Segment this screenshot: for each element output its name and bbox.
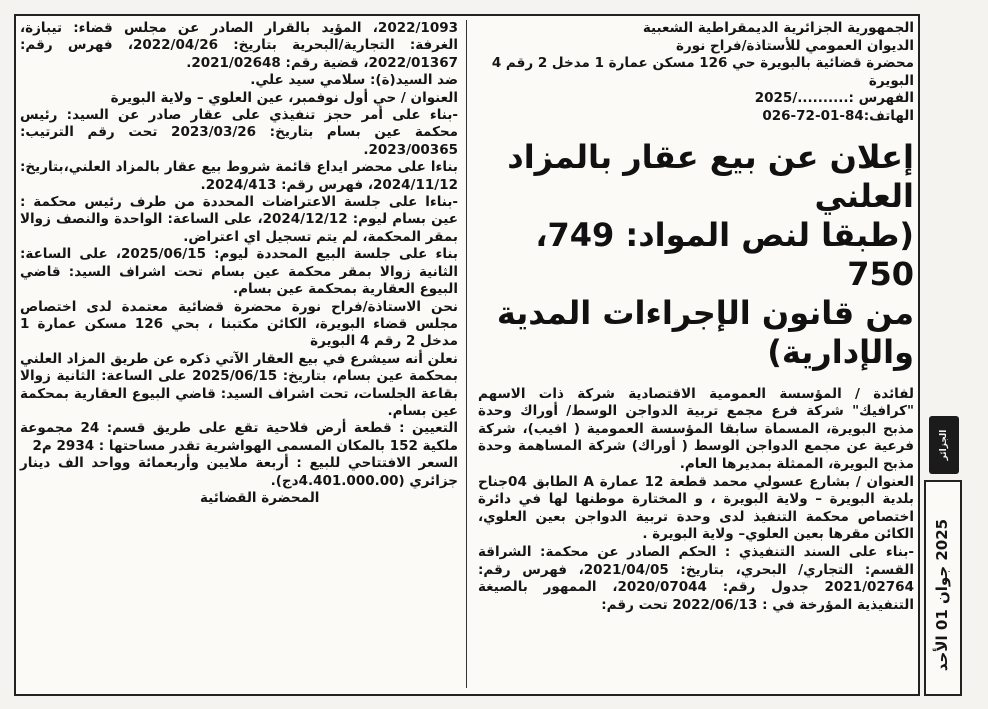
body-paragraph: -بناءا على جلسة الاعتراضات المحددة من طرف رئيس محكمة : عين بسام ليوم: 2024/12/12، على الساعة: الواحدة والنصف زوالا بمقر المحكمة، لم يتم تسجيل اي اعتراض. <box>20 194 459 245</box>
column-divider <box>466 20 467 688</box>
right-column <box>478 20 914 614</box>
header-line: الفهرس :........../2025 <box>754 90 914 107</box>
body-paragraph: العنوان / بشارع عسولي محمد قطعة 12 عمارة A الطابق 04جناح بلدية البويرة – ولاية البويرة ، و المختارة موطنها لها في دائرة اختصاص محكمة التنفيذ لدى وحدة تربية الدواجن بعين العلوي، الكائن مقرها بعين العلوي– ولاية البويرة . <box>478 473 915 543</box>
body-paragraph: لفائدة / المؤسسة العمومية الاقتصادية شركة ذات الاسهم "كرافيك" شركة فرع مجمع تربية الدواجن الوسط/ أوراك وحدة مذبح البويرة، المسماة سابقا المؤسسة العمومية ( افيب)، شركة فرعية عن مجمع الدواجن الوسط ( أوراك) شركة المساهمة وحدة مذبح البويرة، الممثلة بمديرها العام. <box>478 385 914 472</box>
publication-date: 2025 جوان 01 الأحد <box>933 518 951 672</box>
body-paragraph: بناء على جلسة البيع المحددة ليوم: 2025/06/15، على الساعة: الثانية زوالا بمقر محكمة عين بسام تحت اشراف السيد: قاضي البيوع العقارية بمحكمة عين بسام. <box>20 246 458 298</box>
header-line: الجمهورية الجزائرية الديمقراطية الشعبية <box>642 20 914 36</box>
signature: المحضرة القضائية <box>200 489 320 506</box>
body-paragraph: نعلن أنه سيشرع في بيع العقار الآتي ذكره عن طريق المزاد العلني بمحكمة عين بسام، بتاريخ: 2025/06/15 على الساعة: الثانية زوالا بقاعة الجلسات، تحت اشراف السيد: قاضي البيوع العقارية بمحكمة عين بسام. <box>20 350 459 419</box>
title-line: من قانون الإجراءات المدية <box>496 293 914 332</box>
left-column <box>20 20 458 507</box>
body-paragraph: التعيين : قطعة أرض فلاحية تقع على طريق قسم: 24 مجموعة ملكية 152 بالمكان المسمى الهواشرية تقدر مساحتها : 2934 م2 <box>20 420 458 454</box>
header-line: الهاتف:84-01-72-026 <box>762 107 914 124</box>
title-line: والإدارية) <box>767 332 914 371</box>
title-line: إعلان عن بيع عقار بالمزاد العلني <box>507 137 914 215</box>
body-paragraph: نحن الاستاذة/فراح نورة محضرة قضائية معتمدة لدى اختصاص مجلس قضاء البويرة، الكائن مكتبنا ، بحي 126 مسكن عمارة 1 مدخل 2 رقم 4 البويرة <box>20 298 458 350</box>
body-paragraph: ضد السيد(ة): سلامي سيد علي. <box>250 72 458 89</box>
title-line: (طبقا لنص المواد: 749، 750 <box>535 215 914 293</box>
body-paragraph: بناءا على محضر ايداع قائمة شروط بيع عقار بالمزاد العلني،بتاريخ: 2024/11/12، فهرس رقم: 2024/413. <box>20 159 458 193</box>
header-line: الديوان العمومي للأستاذة/فراح نورة <box>676 37 914 54</box>
logo-text: الجزائر <box>939 429 949 461</box>
office-header <box>478 20 914 126</box>
body-paragraph: العنوان / حي أول نوفمبر، عين العلوي – ولاية البويرة <box>110 89 458 106</box>
body-paragraph: -بناء على السند التنفيذي : الحكم الصادر عن محكمة: الشراقة القسم: التجاري/ البحري، بتاريخ: 2021/04/05، فهرس رقم: 2021/02764 جدول رقم: 2020/07044، الممهور بالصيغة التنفيذية المؤرخة في : 2022/06/13 تحت رقم: <box>478 543 914 613</box>
body-paragraph: -بناء على أمر حجز تنفيذي على عقار صادر عن السيد: رئيس محكمة عين بسام بتاريخ: 2023/03/26 تحت رقم الترتيب: 2023/00365. <box>20 107 459 158</box>
newspaper-logo <box>929 416 959 474</box>
header-line: محضرة قضائية بالبويرة حي 126 مسكن عمارة 1 مدخل 2 رقم 4 البويرة <box>491 55 914 89</box>
body-paragraph: 2022/1093، المؤيد بالقرار الصادر عن مجلس قضاء: تيبازة، الغرفة: التجارية/البحرية بتاريخ: 2022/04/26، فهرس رقم: 2022/01367، قضية رقم: 2021/02648. <box>20 20 458 71</box>
notice-title <box>478 138 914 372</box>
body-paragraph: السعر الافتتاحي للبيع : أربعة ملايين وأربعمائة وواحد الف دينار جزائري (4.401.000.00دج). <box>20 455 458 489</box>
